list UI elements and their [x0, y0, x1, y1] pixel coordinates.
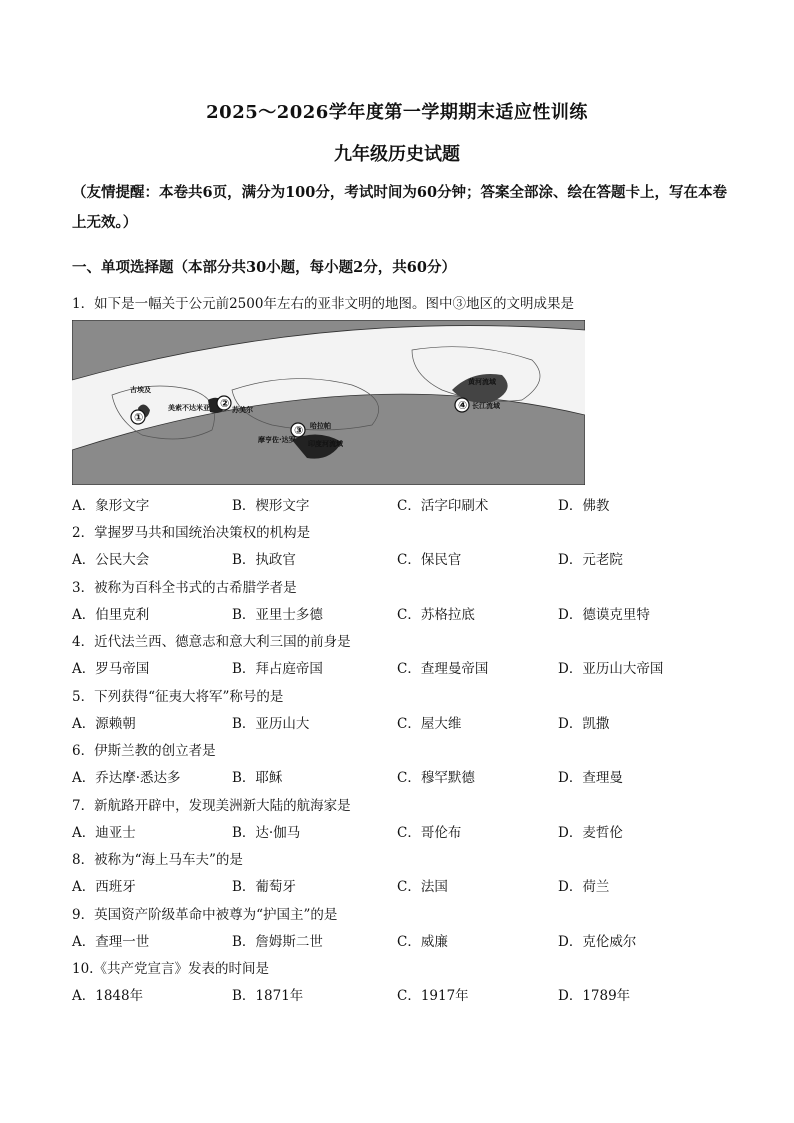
exam-title: 2025～2026学年度第一学期期末适应性训练 [206, 102, 588, 123]
option-d[interactable]: D．1789年 [558, 988, 631, 1004]
question-3: 3．被称为百科全书式的古希腊学者是 [72, 580, 297, 596]
label-indus: 印度河流域 [308, 440, 343, 448]
option-a[interactable]: A．乔达摩·悉达多 [72, 770, 181, 786]
exam-subtitle: 九年级历史试题 [334, 144, 460, 165]
label-mesopotamia: 美索不达米亚 [168, 404, 210, 412]
question-8-options [72, 875, 712, 895]
option-b[interactable]: B．耶稣 [232, 770, 283, 786]
question-4: 4．近代法兰西、德意志和意大利三国的前身是 [72, 634, 351, 650]
option-b[interactable]: B．亚里士多德 [232, 607, 323, 623]
marker-1-label: ① [134, 411, 144, 424]
question-2: 2．掌握罗马共和国统治决策权的机构是 [72, 525, 311, 541]
option-c[interactable]: C．穆罕默德 [397, 770, 475, 786]
option-b[interactable]: B．葡萄牙 [232, 879, 296, 895]
option-c[interactable]: C．1917年 [397, 988, 469, 1004]
question-6: 6．伊斯兰教的创立者是 [72, 743, 216, 759]
option-d[interactable]: D．凯撒 [558, 716, 610, 732]
question-2-options [72, 548, 712, 568]
question-5-options [72, 712, 712, 732]
label-egypt: 古埃及 [130, 386, 151, 394]
option-b[interactable]: B．拜占庭帝国 [232, 661, 323, 677]
option-a[interactable]: A．西班牙 [72, 879, 136, 895]
question-10-options [72, 984, 712, 1004]
question-9: 9．英国资产阶级革命中被尊为“护国主”的是 [72, 907, 338, 923]
label-yangtze: 长江流域 [472, 402, 500, 410]
question-7-options [72, 821, 712, 841]
question-4-options [72, 657, 712, 677]
label-sumer: 苏美尔 [232, 406, 253, 414]
option-c[interactable]: C．活字印刷术 [397, 498, 489, 514]
question-8: 8．被称为“海上马车夫”的是 [72, 852, 243, 868]
option-a[interactable]: A．公民大会 [72, 552, 150, 568]
option-a[interactable]: A．象形文字 [72, 498, 150, 514]
option-a[interactable]: A．伯里克利 [72, 607, 150, 623]
question-10: 10.《共产党宣言》发表的时间是 [72, 961, 269, 977]
question-6-options [72, 766, 712, 786]
marker-3-label: ③ [294, 424, 304, 437]
section-title: 一、单项选择题（本部分共30小题，每小题2分，共60分） [72, 259, 456, 276]
label-yellow-river: 黄河流域 [468, 378, 496, 386]
question-5: 5．下列获得“征夷大将军”称号的是 [72, 689, 284, 705]
option-a[interactable]: A．查理一世 [72, 934, 150, 950]
marker-2-label: ② [220, 397, 230, 410]
option-c[interactable]: C．屋大维 [397, 716, 462, 732]
option-c[interactable]: C．哥伦布 [397, 825, 462, 841]
option-a[interactable]: A．罗马帝国 [72, 661, 150, 677]
label-mohenjo-daro: 摩亨佐·达罗 [258, 436, 296, 444]
marker-4-label: ④ [458, 399, 468, 412]
label-harappa: 哈拉帕 [310, 422, 331, 430]
option-b[interactable]: B．1871年 [232, 988, 304, 1004]
option-b[interactable]: B．亚历山大 [232, 716, 310, 732]
option-b[interactable]: B．詹姆斯二世 [232, 934, 323, 950]
option-d[interactable]: D．亚历山大帝国 [558, 661, 664, 677]
option-a[interactable]: A．1848年 [72, 988, 144, 1004]
option-c[interactable]: C．保民官 [397, 552, 462, 568]
civilization-map [72, 320, 585, 485]
option-b[interactable]: B．楔形文字 [232, 498, 310, 514]
question-1-options [72, 494, 712, 514]
question-7: 7．新航路开辟中，发现美洲新大陆的航海家是 [72, 798, 351, 814]
exam-notice: （友情提醒：本卷共6页，满分为100分，考试时间为60分钟；答案全部涂、绘在答题卡上，写在本卷上无效。） [72, 184, 728, 231]
option-d[interactable]: D．查理曼 [558, 770, 623, 786]
option-b[interactable]: B．达·伽马 [232, 825, 301, 841]
question-9-options [72, 930, 712, 950]
question-3-options [72, 603, 712, 623]
option-d[interactable]: D．德谟克里特 [558, 607, 650, 623]
option-c[interactable]: C．威廉 [397, 934, 448, 950]
option-d[interactable]: D．荷兰 [558, 879, 610, 895]
option-a[interactable]: A．迪亚士 [72, 825, 136, 841]
option-d[interactable]: D．佛教 [558, 498, 610, 514]
option-d[interactable]: D．元老院 [558, 552, 623, 568]
option-d[interactable]: D．麦哲伦 [558, 825, 623, 841]
option-c[interactable]: C．苏格拉底 [397, 607, 475, 623]
question-1: 1．如下是一幅关于公元前2500年左右的亚非文明的地图。图中③地区的文明成果是 [72, 296, 574, 312]
option-a[interactable]: A．源赖朝 [72, 716, 136, 732]
option-c[interactable]: C．查理曼帝国 [397, 661, 489, 677]
option-d[interactable]: D．克伦威尔 [558, 934, 637, 950]
option-b[interactable]: B．执政官 [232, 552, 296, 568]
option-c[interactable]: C．法国 [397, 879, 448, 895]
